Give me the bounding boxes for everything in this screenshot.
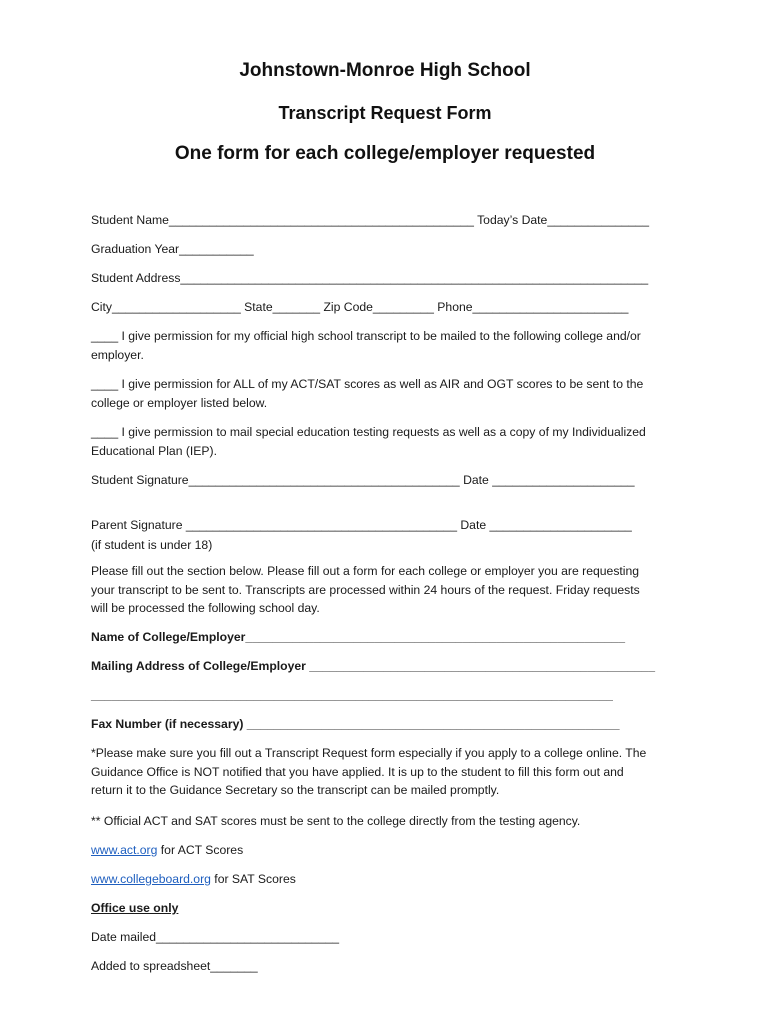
permission-transcript-line1: ____ I give permission for my official high school transcript to be mailed to the following college and/or: [91, 329, 641, 343]
note1-line2: Guidance Office is NOT notified that you have applied. It is up to the student to fill this form out and: [91, 764, 624, 779]
instructions-line2: your transcript to be sent to. Transcripts are processed within 24 hours of the request. Friday requests: [91, 582, 640, 597]
official-scores-note: ** Official ACT and SAT scores must be sent to the college directly from the testing agency.: [91, 814, 581, 828]
parent-signature-field[interactable]: Parent Signature ________________________________________ Date _____________________: [91, 518, 632, 532]
collegeboard-link[interactable]: www.collegeboard.org: [91, 872, 211, 886]
act-link[interactable]: www.act.org: [91, 843, 158, 857]
college-address-field[interactable]: Mailing Address of College/Employer ___________________________________________________: [91, 659, 655, 673]
date-mailed-field[interactable]: Date mailed___________________________: [91, 930, 340, 944]
sat-link-line: [91, 870, 681, 888]
student-name-field[interactable]: Student Name_____________________________________________ Today’s Date_______________: [91, 213, 649, 227]
permission-scores-line2: college or employer listed below.: [91, 395, 268, 410]
office-use-heading: Office use only: [91, 901, 179, 915]
form-title-heading: Transcript Request Form: [278, 103, 492, 123]
form-subtitle: One form for each college/employer requested: [174, 143, 596, 164]
graduation-year-field[interactable]: Graduation Year___________: [91, 242, 254, 256]
added-to-spreadsheet-field[interactable]: Added to spreadsheet_______: [91, 959, 258, 973]
permission-scores-line1: ____ I give permission for ALL of my ACT/SAT scores as well as AIR and OGT scores to be sent to the: [91, 377, 644, 391]
student-signature-field[interactable]: Student Signature________________________________________ Date _____________________: [91, 473, 635, 487]
sat-link-suffix: for SAT Scores: [210, 872, 296, 886]
fax-number-field[interactable]: Fax Number (if necessary) _______________________________________________________: [91, 717, 620, 731]
school-name-heading: Johnstown-Monroe High School: [239, 60, 531, 81]
parent-signature-note: (if student is under 18): [91, 538, 213, 552]
office-use-heading-line: [91, 899, 681, 917]
permission-transcript-line2: employer.: [91, 347, 144, 362]
instructions-paragraph: [91, 562, 679, 618]
permission-iep-line2: Educational Plan (IEP).: [91, 443, 218, 458]
permission-special-education[interactable]: [91, 423, 679, 460]
permission-transcript[interactable]: [91, 327, 679, 364]
college-address-continued-field[interactable]: _____________________________________________________________________________: [91, 688, 613, 702]
instructions-line3: will be processed the following school day.: [91, 601, 320, 615]
instructions-line1: Please fill out the section below. Please fill out a form for each college or employer you are requesting: [91, 564, 640, 578]
college-name-field[interactable]: Name of College/Employer________________________________________________________: [91, 630, 625, 644]
permission-iep-line1: ____ I give permission to mail special education testing requests as well as a copy of my Individualized: [91, 425, 646, 439]
student-address-field[interactable]: Student Address_____________________________________________________________________: [91, 271, 649, 285]
city-state-zip-phone-field[interactable]: City___________________ State_______ Zip Code_________ Phone_______________________: [91, 300, 629, 314]
act-link-suffix: for ACT Scores: [157, 843, 244, 857]
note1-line3: return it to the Guidance Secretary so the transcript can be mailed promptly.: [91, 783, 500, 797]
note1-line1: *Please make sure you fill out a Transcript Request form especially if you apply to a college online. The: [91, 746, 647, 760]
apply-online-note: [91, 744, 679, 800]
permission-test-scores[interactable]: [91, 375, 679, 412]
act-link-line: [91, 841, 681, 859]
